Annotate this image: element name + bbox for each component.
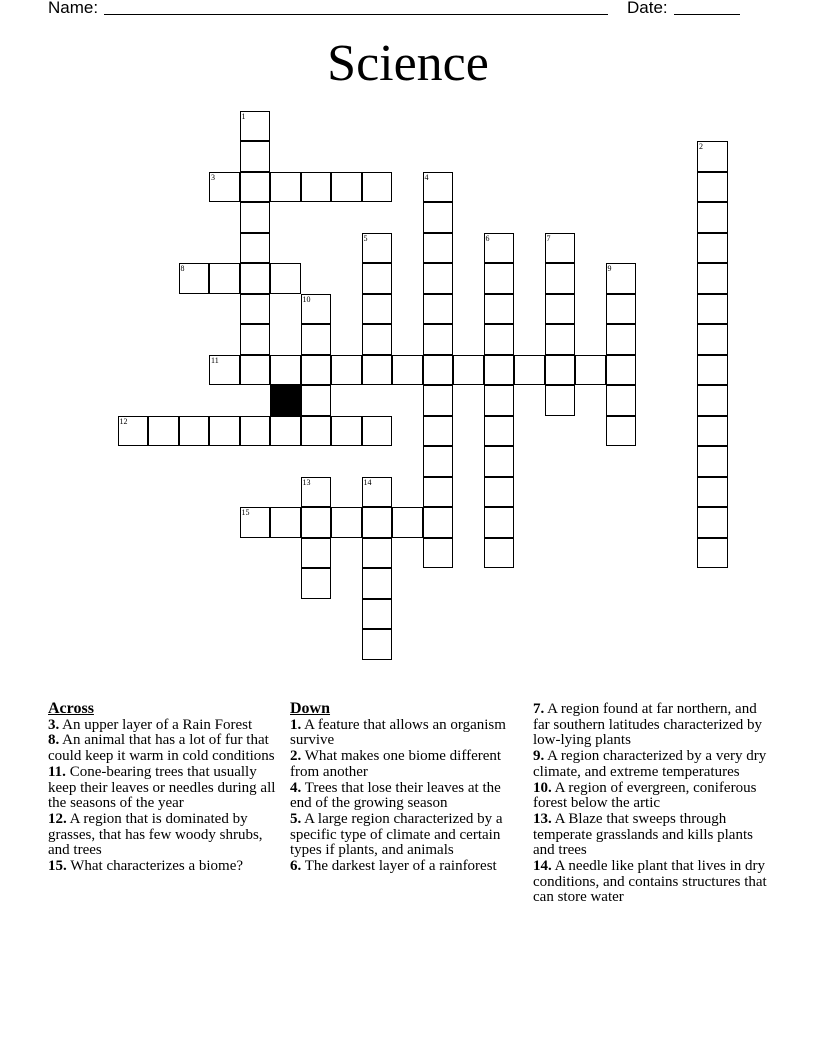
- grid-cell[interactable]: [301, 477, 332, 508]
- grid-cell[interactable]: [362, 294, 393, 325]
- grid-cell[interactable]: [331, 416, 362, 447]
- grid-cell[interactable]: [423, 202, 454, 233]
- clue-number: 3: [211, 172, 215, 182]
- clue-number: 4: [424, 172, 429, 182]
- grid-cell[interactable]: [697, 294, 728, 325]
- down-clue: [290, 749, 522, 780]
- grid-cell[interactable]: [484, 507, 515, 538]
- clue-number: 12: [119, 416, 128, 426]
- grid-cell[interactable]: [423, 477, 454, 508]
- grid-cell[interactable]: [423, 446, 454, 477]
- grid-cell[interactable]: [331, 355, 362, 386]
- clue-number: 10: [302, 294, 311, 304]
- clue-text: A region found at far northern, and far southern latitudes characterized by low-lying plants: [533, 701, 763, 749]
- clue-text: A feature that allows an organism survive: [290, 716, 506, 749]
- grid-cell[interactable]: [148, 416, 179, 447]
- clue-number: 2: [699, 142, 703, 151]
- clue-number: 15.: [48, 858, 67, 875]
- clue-number: 5: [363, 233, 368, 243]
- grid-cell[interactable]: [270, 416, 301, 447]
- grid-cell[interactable]: [392, 355, 423, 386]
- grid-cell[interactable]: [545, 324, 576, 355]
- grid-cell[interactable]: [118, 416, 149, 447]
- grid-cell[interactable]: [331, 172, 362, 203]
- grid-cell[interactable]: [697, 416, 728, 447]
- clue-text: A large region characterized by a specific type of climate and certain types if plants, and animals: [290, 810, 503, 859]
- grid-cell[interactable]: [697, 385, 728, 416]
- grid-cell[interactable]: [362, 568, 393, 599]
- grid-cell[interactable]: [362, 629, 393, 660]
- grid-cell[interactable]: [301, 294, 332, 325]
- grid-cell[interactable]: [240, 416, 271, 447]
- down-clue: [290, 781, 522, 812]
- grid-cell[interactable]: [362, 599, 393, 630]
- down-clues: [290, 701, 522, 875]
- down-clue: [533, 812, 769, 859]
- clue-number: 1: [241, 111, 246, 121]
- grid-cell[interactable]: [606, 416, 637, 447]
- clue-text: A region of evergreen, coniferous forest below the artic: [533, 779, 757, 812]
- clue-text: An upper layer of a Rain Forest: [59, 716, 253, 733]
- grid-cell[interactable]: [484, 477, 515, 508]
- grid-cell[interactable]: [484, 233, 515, 264]
- grid-cell[interactable]: [545, 385, 576, 416]
- down-clues-continued: [533, 702, 769, 906]
- grid-cell[interactable]: [606, 324, 637, 355]
- grid-cell[interactable]: [362, 538, 393, 569]
- clue-number: 4.: [290, 779, 302, 796]
- grid-cell[interactable]: [270, 263, 301, 294]
- grid-cell[interactable]: [423, 172, 454, 203]
- clue-text: A needle like plant that lives in dry conditions, and contains structures that can store water: [533, 858, 767, 906]
- grid-cell[interactable]: [606, 355, 637, 386]
- grid-cell[interactable]: [575, 355, 606, 386]
- grid-cell[interactable]: [484, 385, 515, 416]
- grid-cell[interactable]: [697, 355, 728, 386]
- clue-number: 14: [363, 477, 372, 487]
- across-heading: Across: [48, 700, 94, 717]
- clue-number: 11: [211, 355, 219, 365]
- grid-cell[interactable]: [209, 416, 240, 447]
- grid-cell[interactable]: [270, 507, 301, 538]
- grid-cell[interactable]: [697, 446, 728, 477]
- clue-number: 13.: [533, 810, 552, 827]
- grid-cell[interactable]: [179, 263, 210, 294]
- across-clue: [48, 812, 280, 859]
- grid-cell[interactable]: [240, 324, 271, 355]
- grid-cell[interactable]: [453, 355, 484, 386]
- clue-text: Trees that lose their leaves at the end of the growing season: [290, 779, 501, 812]
- grid-cell[interactable]: [240, 141, 271, 172]
- grid-cell[interactable]: [484, 324, 515, 355]
- grid-cell[interactable]: [270, 172, 301, 203]
- clue-number: 15: [241, 508, 250, 517]
- grid-cell[interactable]: [423, 416, 454, 447]
- grid-cell[interactable]: [209, 172, 240, 203]
- grid-cell[interactable]: [545, 233, 576, 264]
- clue-number: 10.: [533, 779, 552, 796]
- clue-text: A region that is dominated by grasses, that has few woody shrubs, and trees: [48, 810, 263, 859]
- clue-text: An animal that has a lot of fur that could keep it warm in cold conditions: [48, 732, 275, 765]
- grid-cell[interactable]: [484, 294, 515, 325]
- grid-cell[interactable]: [697, 538, 728, 569]
- grid-cell[interactable]: [697, 263, 728, 294]
- grid-cell[interactable]: [697, 477, 728, 508]
- grid-cell[interactable]: [545, 355, 576, 386]
- grid-cell[interactable]: [697, 507, 728, 538]
- grid-cell[interactable]: [392, 507, 423, 538]
- down-clue: [533, 702, 769, 749]
- clue-number: 13: [302, 477, 311, 487]
- grid-cell[interactable]: [240, 172, 271, 203]
- grid-cell[interactable]: [362, 172, 393, 203]
- grid-cell[interactable]: [301, 507, 332, 538]
- grid-cell[interactable]: [423, 355, 454, 386]
- grid-cell[interactable]: [545, 294, 576, 325]
- grid-cell[interactable]: [301, 324, 332, 355]
- clue-number: 9.: [533, 748, 545, 765]
- date-label: Date:: [627, 0, 668, 17]
- grid-cell[interactable]: [606, 263, 637, 294]
- down-heading: Down: [290, 700, 331, 717]
- clue-text: Cone-bearing trees that usually keep their leaves or needles during all the seasons of the year: [48, 763, 276, 812]
- grid-cell[interactable]: [423, 233, 454, 264]
- across-clue: [48, 859, 280, 875]
- grid-cell[interactable]: [209, 263, 240, 294]
- grid-cell[interactable]: [423, 507, 454, 538]
- grid-cell[interactable]: [484, 355, 515, 386]
- clue-number: 14.: [533, 858, 552, 875]
- grid-cell[interactable]: [301, 538, 332, 569]
- grid-cell[interactable]: [240, 233, 271, 264]
- down-clue: [290, 812, 522, 859]
- clue-number: 11.: [48, 763, 66, 780]
- grid-cell[interactable]: [362, 355, 393, 386]
- grid-cell[interactable]: [362, 233, 393, 264]
- grid-cell[interactable]: [697, 233, 728, 264]
- grid-cell[interactable]: [240, 355, 271, 386]
- grid-cell[interactable]: [301, 416, 332, 447]
- grid-cell[interactable]: [240, 111, 271, 142]
- across-clue: [48, 718, 280, 734]
- down-clue: [290, 859, 522, 875]
- grid-cell[interactable]: [697, 324, 728, 355]
- down-clue: [533, 859, 769, 906]
- grid-cell[interactable]: [240, 294, 271, 325]
- grid-cell[interactable]: [423, 294, 454, 325]
- grid-cell[interactable]: [301, 172, 332, 203]
- clue-number: 5.: [290, 810, 302, 827]
- grid-cell[interactable]: [423, 263, 454, 294]
- grid-cell[interactable]: [484, 538, 515, 569]
- grid-cell[interactable]: [423, 324, 454, 355]
- name-label: Name:: [48, 0, 99, 17]
- grid-cell[interactable]: [362, 263, 393, 294]
- down-clue: [533, 749, 769, 780]
- down-clue: [533, 781, 769, 812]
- grid-cell[interactable]: [484, 263, 515, 294]
- grid-cell[interactable]: [301, 568, 332, 599]
- grid-cell[interactable]: [545, 263, 576, 294]
- grid-cell[interactable]: [484, 416, 515, 447]
- grid-cell[interactable]: [423, 538, 454, 569]
- clue-number: 9: [607, 264, 612, 273]
- grid-cell[interactable]: [484, 446, 515, 477]
- clue-number: 6.: [290, 858, 302, 875]
- grid-cell[interactable]: [240, 263, 271, 294]
- grid-cell[interactable]: [606, 385, 637, 416]
- grid-cell[interactable]: [240, 202, 271, 233]
- grid-cell[interactable]: [270, 355, 301, 386]
- clue-number: 7: [546, 233, 551, 243]
- clue-text: A region characterized by a very dry climate, and extreme temperatures: [533, 748, 767, 780]
- grid-cell[interactable]: [240, 507, 271, 538]
- grid-cell[interactable]: [697, 202, 728, 233]
- black-cell: [270, 385, 301, 416]
- clue-number: 3.: [48, 716, 60, 733]
- grid-cell[interactable]: [362, 416, 393, 447]
- clue-number: 8.: [48, 732, 60, 749]
- clue-text: What makes one biome different from another: [290, 748, 502, 780]
- grid-cell[interactable]: [209, 355, 240, 386]
- clue-text: What characterizes a biome?: [66, 858, 244, 875]
- clue-number: 6: [485, 233, 490, 243]
- grid-cell[interactable]: [362, 324, 393, 355]
- grid-cell[interactable]: [301, 385, 332, 416]
- clue-text: The darkest layer of a rainforest: [301, 858, 497, 875]
- clue-number: 2.: [290, 748, 302, 765]
- grid-cell[interactable]: [514, 355, 545, 386]
- grid-cell[interactable]: [423, 385, 454, 416]
- across-clue: [48, 765, 280, 812]
- grid-cell[interactable]: [331, 507, 362, 538]
- clue-number: 8: [180, 264, 185, 273]
- clue-number: 12.: [48, 810, 67, 827]
- grid-cell[interactable]: [301, 355, 332, 386]
- grid-cell[interactable]: [179, 416, 210, 447]
- clue-number: 7.: [533, 701, 545, 717]
- clue-number: 1.: [290, 716, 302, 733]
- grid-cell[interactable]: [697, 141, 728, 172]
- grid-cell[interactable]: [697, 172, 728, 203]
- across-clues: [48, 701, 280, 875]
- grid-cell[interactable]: [606, 294, 637, 325]
- down-clue: [290, 718, 522, 749]
- across-clue: [48, 733, 280, 764]
- clue-text: A Blaze that sweeps through temperate grasslands and kills plants and trees: [533, 810, 753, 859]
- page-title: Science: [327, 35, 489, 92]
- grid-cell[interactable]: [362, 477, 393, 508]
- grid-cell[interactable]: [362, 507, 393, 538]
